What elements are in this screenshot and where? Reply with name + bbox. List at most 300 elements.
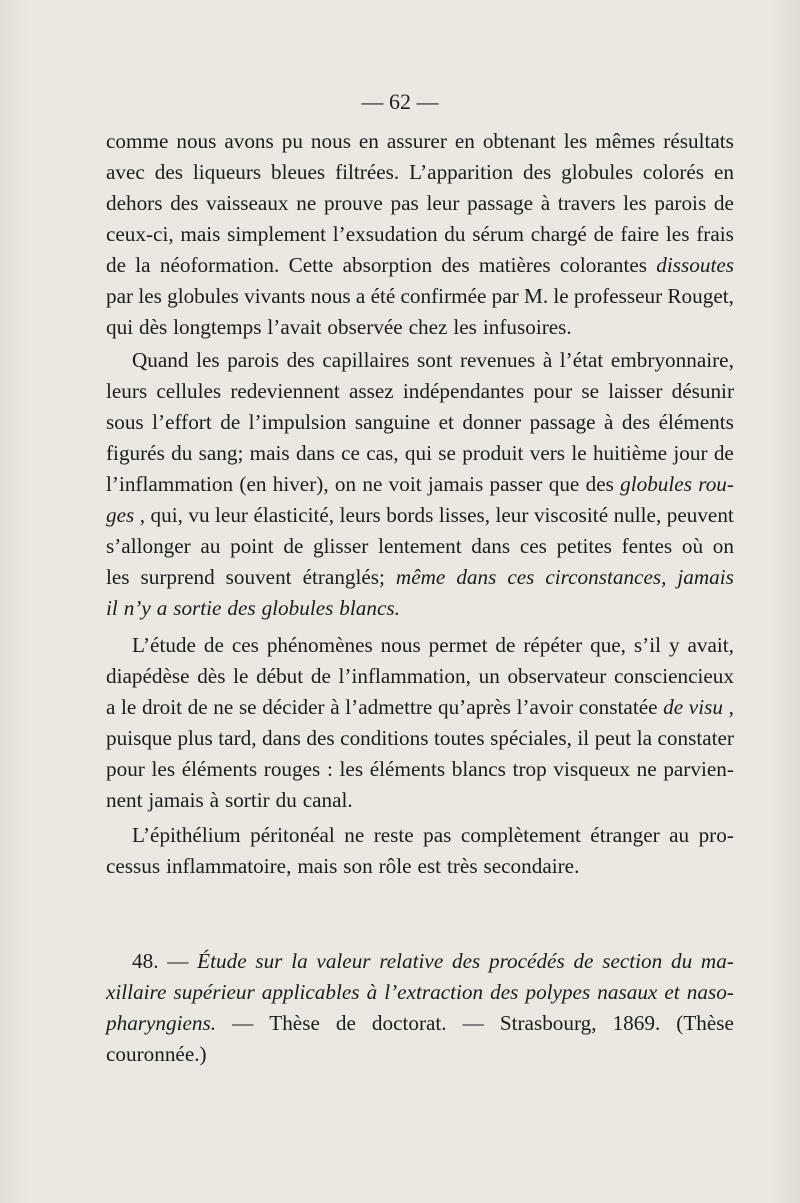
word: le [121, 695, 137, 719]
word: en [358, 129, 379, 153]
word: l’extraction [384, 980, 484, 1004]
word: très [446, 854, 478, 878]
word: est [417, 854, 442, 878]
word: les [106, 565, 130, 589]
word: globules [620, 472, 692, 496]
word: longtemps [173, 315, 262, 339]
word: globules [561, 160, 633, 184]
word: visqueux [553, 757, 630, 781]
word: prouve [323, 191, 383, 215]
word: de [713, 191, 734, 215]
word: chargé [530, 222, 587, 246]
word: cas, [366, 441, 399, 465]
word: cellules [156, 379, 222, 403]
word: — [462, 1011, 484, 1035]
text-line [106, 407, 734, 438]
word: viscosité [533, 503, 609, 527]
word: naso- [686, 980, 734, 1004]
word: lentement [378, 534, 462, 558]
word: toutes [433, 726, 485, 750]
word: les [623, 191, 647, 215]
word: s’il [633, 633, 661, 657]
word: leur [215, 503, 248, 527]
text-line [106, 531, 734, 562]
word: sortie [173, 596, 222, 620]
word: de [220, 410, 241, 434]
word: ceux-ci, [106, 222, 174, 246]
word: de [106, 253, 126, 277]
word: circonstances, [545, 565, 667, 589]
word: des [306, 726, 335, 750]
text-line [106, 312, 734, 343]
word: passer [489, 472, 543, 496]
word: des [490, 980, 519, 1004]
word: surprend [140, 565, 215, 589]
word: Strasbourg, [499, 1011, 597, 1035]
text-line [106, 630, 734, 661]
word: les [196, 348, 220, 372]
word: inflammatoire, [166, 854, 292, 878]
word: un [478, 664, 500, 688]
word: dans [471, 534, 511, 558]
word: leur [426, 191, 460, 215]
word: dissoutes [656, 253, 734, 277]
word: étranger [590, 823, 660, 847]
word: péritonéal [250, 823, 335, 847]
word: mais [180, 222, 221, 246]
word: phénomènes [266, 633, 373, 657]
word: nous [310, 129, 351, 153]
word: capillaires [322, 348, 410, 372]
word: mêmes [595, 129, 656, 153]
word: visu [688, 695, 723, 719]
word: des [452, 949, 481, 973]
word: glisser [313, 534, 369, 558]
word: simplement [227, 222, 327, 246]
word: , [728, 695, 734, 719]
word: produit [462, 441, 524, 465]
word: constatée [578, 695, 658, 719]
word: de [187, 695, 208, 719]
word: mais [249, 441, 290, 465]
word: ne [362, 472, 383, 496]
word: à [330, 695, 340, 719]
word: jamais [677, 565, 734, 589]
word: répéter [523, 633, 583, 657]
word: pour [106, 757, 145, 781]
word: L’épithélium [132, 823, 241, 847]
word: avait, [687, 633, 734, 657]
word: huitième [592, 441, 668, 465]
word: sanguine [354, 410, 431, 434]
word: étranglés; [302, 565, 385, 589]
word: désunir [671, 379, 734, 403]
word: jamais [148, 788, 204, 812]
word: et [438, 410, 454, 434]
word: parois [654, 191, 707, 215]
word: résultats [663, 129, 734, 153]
paragraph [106, 820, 734, 882]
bibliography-entry [106, 946, 734, 1070]
word: Rouget, [667, 284, 734, 308]
word: donner [462, 410, 522, 434]
word: nasaux [597, 980, 658, 1004]
word: l’inflammation [106, 472, 234, 496]
word: qui [106, 315, 134, 339]
word: observateur [507, 664, 607, 688]
word: peuvent [666, 503, 734, 527]
text-line [106, 661, 734, 692]
word: la [636, 726, 652, 750]
word: l’avait [267, 315, 322, 339]
word: parvien- [663, 757, 734, 781]
word: plus [177, 726, 213, 750]
word: conditions [340, 726, 429, 750]
word: souvent [225, 565, 292, 589]
word: vivants [244, 284, 306, 308]
word: dès [197, 664, 226, 688]
text-line [106, 946, 734, 977]
word: on [712, 534, 734, 558]
text-line [106, 1039, 734, 1070]
word: — [167, 949, 189, 973]
word: les [138, 284, 162, 308]
word: l’impulsion [248, 410, 347, 434]
text-line [106, 281, 734, 312]
word: se [238, 695, 257, 719]
word: qui, [150, 503, 183, 527]
word: du [171, 441, 193, 465]
word: indépendantes [402, 379, 525, 403]
word: pas [390, 191, 419, 215]
word: à [366, 980, 378, 1004]
word: néoformation. [159, 253, 280, 277]
word: tard, [218, 726, 257, 750]
word: de [663, 695, 684, 719]
text-line [106, 126, 734, 157]
word: éléments [658, 410, 734, 434]
text-line [106, 345, 734, 376]
word: l’effort [152, 410, 212, 434]
word: à [542, 348, 553, 372]
word: de [335, 1011, 356, 1035]
word: s’allonger [106, 534, 191, 558]
word: xillaire [106, 980, 167, 1004]
word: chez [408, 315, 448, 339]
text-line [106, 723, 734, 754]
word: droit [141, 695, 183, 719]
word: observée [327, 315, 403, 339]
word: blancs. [339, 596, 400, 620]
paragraph [106, 345, 734, 624]
word: sont [417, 348, 453, 372]
word: couronnée.) [106, 1042, 207, 1066]
page-number: — 62 — [361, 89, 439, 114]
word: embryonnaire, [610, 348, 734, 372]
word: n’y [123, 596, 151, 620]
word: l’exsudation [332, 222, 438, 246]
word: assez [348, 379, 394, 403]
word: vers [529, 441, 566, 465]
word: ces [507, 565, 535, 589]
word: la [135, 253, 151, 277]
word: les [563, 129, 588, 153]
word: dans [262, 726, 301, 750]
word: de [713, 441, 734, 465]
text-line [106, 500, 734, 531]
word: bleues [271, 160, 326, 184]
word: faire [620, 222, 660, 246]
word: a [355, 284, 366, 308]
word: sérum [472, 222, 525, 246]
word: sortir [224, 788, 270, 812]
word: bords [386, 503, 434, 527]
word: a [106, 695, 116, 719]
word: avec [106, 160, 145, 184]
word: le [233, 664, 249, 688]
word: leurs [106, 379, 148, 403]
word: a [156, 596, 168, 620]
word: professeur [573, 284, 663, 308]
word: 1869. [612, 1011, 661, 1035]
word: section [602, 949, 663, 973]
word: été [370, 284, 396, 308]
word: la [291, 949, 308, 973]
word: on [334, 472, 357, 496]
word: de [203, 633, 224, 657]
word: cessus [106, 854, 161, 878]
word: sang; [198, 441, 244, 465]
word: ne [213, 695, 234, 719]
text-line [106, 851, 734, 882]
word: des [585, 472, 614, 496]
text-line [106, 219, 734, 250]
word: par [491, 284, 519, 308]
word: voit [388, 472, 422, 496]
text-line [106, 188, 734, 219]
word: élasticité, [253, 503, 335, 527]
word: l’inflammation, [338, 664, 471, 688]
word: colorés [642, 160, 705, 184]
word: se [581, 379, 600, 403]
word: au [669, 823, 690, 847]
word: il [106, 596, 118, 620]
text-line [106, 250, 734, 281]
word: hiver), [272, 472, 329, 496]
word: dans [456, 565, 497, 589]
word: diapédèse [106, 664, 190, 688]
word: de [593, 222, 614, 246]
paragraph [106, 630, 734, 816]
word: qui [404, 441, 432, 465]
word: éléments [181, 757, 258, 781]
word: ma- [700, 949, 734, 973]
word: (Thèse [676, 1011, 734, 1035]
word: vaisseaux [206, 191, 289, 215]
word: l’admettre [345, 695, 433, 719]
word: ces [519, 534, 547, 558]
word: les [151, 757, 176, 781]
word: dès [139, 315, 168, 339]
word: en [713, 160, 734, 184]
word: début [256, 664, 304, 688]
text-line [106, 785, 734, 816]
word: lisses, [438, 503, 491, 527]
word: le [553, 284, 569, 308]
word: en [454, 129, 475, 153]
word: où [681, 534, 704, 558]
word: nous [380, 633, 421, 657]
word: liqueurs [192, 160, 262, 184]
word: de [495, 633, 516, 657]
word: obtenant [482, 129, 556, 153]
word: pu [281, 129, 303, 153]
word: à [604, 410, 614, 434]
word: à [209, 788, 220, 812]
word: que [548, 472, 580, 496]
text-line [106, 692, 734, 723]
word: ces [231, 633, 259, 657]
word: secondaire. [483, 854, 580, 878]
word: absorption [342, 253, 433, 277]
word: ne [344, 823, 365, 847]
word: éléments [369, 757, 446, 781]
word: permet [428, 633, 488, 657]
word: par [106, 284, 134, 308]
word: infusoires. [482, 315, 572, 339]
word: l’état [559, 348, 604, 372]
word: passage [529, 410, 596, 434]
word: se [438, 441, 456, 465]
text-line [106, 376, 734, 407]
text-line [106, 438, 734, 469]
word: confirmée [400, 284, 487, 308]
word: spéciales, [490, 726, 572, 750]
word: parois [227, 348, 279, 372]
word: pharyngiens. [106, 1011, 217, 1035]
word: et [664, 980, 680, 1004]
word: puisque [106, 726, 172, 750]
word: L’étude [132, 633, 196, 657]
word: son [343, 854, 373, 878]
text-line [106, 469, 734, 500]
word: procédés [489, 949, 565, 973]
word: canal. [302, 788, 353, 812]
word: avons [224, 129, 274, 153]
word: ges [106, 503, 135, 527]
word: à [540, 191, 551, 215]
word: consciencieux [613, 664, 734, 688]
word: le [571, 441, 587, 465]
word: rouges [263, 757, 321, 781]
word: M. [523, 284, 549, 308]
word: ce [341, 441, 360, 465]
word: Étude [197, 949, 247, 973]
word: dehors [106, 191, 163, 215]
word: leur [495, 503, 529, 527]
word: laisser [608, 379, 663, 403]
word: complètement [460, 823, 581, 847]
word: pour [533, 379, 573, 403]
word: travers [557, 191, 616, 215]
word: 48. [132, 949, 159, 973]
word: valeur [316, 949, 371, 973]
word: L’apparition [409, 160, 514, 184]
word: relative [379, 949, 444, 973]
word: peut [594, 726, 632, 750]
text-line [106, 1008, 734, 1039]
word: blancs [451, 757, 506, 781]
word: de [283, 534, 304, 558]
word: assurer [386, 129, 447, 153]
word: l’avoir [516, 695, 574, 719]
word: il [577, 726, 590, 750]
word: ne [296, 191, 317, 215]
text-line [106, 977, 734, 1008]
word: petites [556, 534, 612, 558]
word: rôle [378, 854, 412, 878]
word: des [441, 253, 470, 277]
word: constater [657, 726, 734, 750]
word: frais [696, 222, 734, 246]
word: polypes [525, 980, 591, 1004]
word: pas [423, 823, 452, 847]
word: : [326, 757, 333, 781]
paragraph [106, 126, 734, 343]
word: de [573, 949, 594, 973]
word: pro- [698, 823, 734, 847]
word: qu’après [437, 695, 511, 719]
word: jour [673, 441, 708, 465]
word: des [286, 348, 315, 372]
word: matières [478, 253, 551, 277]
word: y [668, 633, 680, 657]
word: reste [373, 823, 414, 847]
word: , [139, 503, 146, 527]
word: ne [636, 757, 657, 781]
word: globules [167, 284, 239, 308]
word: passage [467, 191, 533, 215]
word: les [453, 315, 477, 339]
word: nous [310, 284, 351, 308]
word: des [227, 596, 256, 620]
word: de [310, 664, 331, 688]
word: globules [261, 596, 334, 620]
word: des [522, 160, 552, 184]
word: du [670, 949, 693, 973]
word: supérieur [173, 980, 255, 1004]
word: colorantes [559, 253, 647, 277]
word: fentes [621, 534, 673, 558]
word: mais [297, 854, 338, 878]
word: redeviennent [230, 379, 340, 403]
text-line [106, 593, 734, 624]
word: nulle, [613, 503, 662, 527]
word: leurs [339, 503, 381, 527]
word: du [444, 222, 466, 246]
word: du [275, 788, 297, 812]
word: Cette [288, 253, 334, 277]
word: que, [590, 633, 626, 657]
word: décider [262, 695, 325, 719]
word: vu [188, 503, 210, 527]
text-line [106, 820, 734, 851]
word: nent [106, 788, 143, 812]
word: des [621, 410, 651, 434]
word: Quand [132, 348, 189, 372]
word: au [200, 534, 221, 558]
word: même [395, 565, 446, 589]
